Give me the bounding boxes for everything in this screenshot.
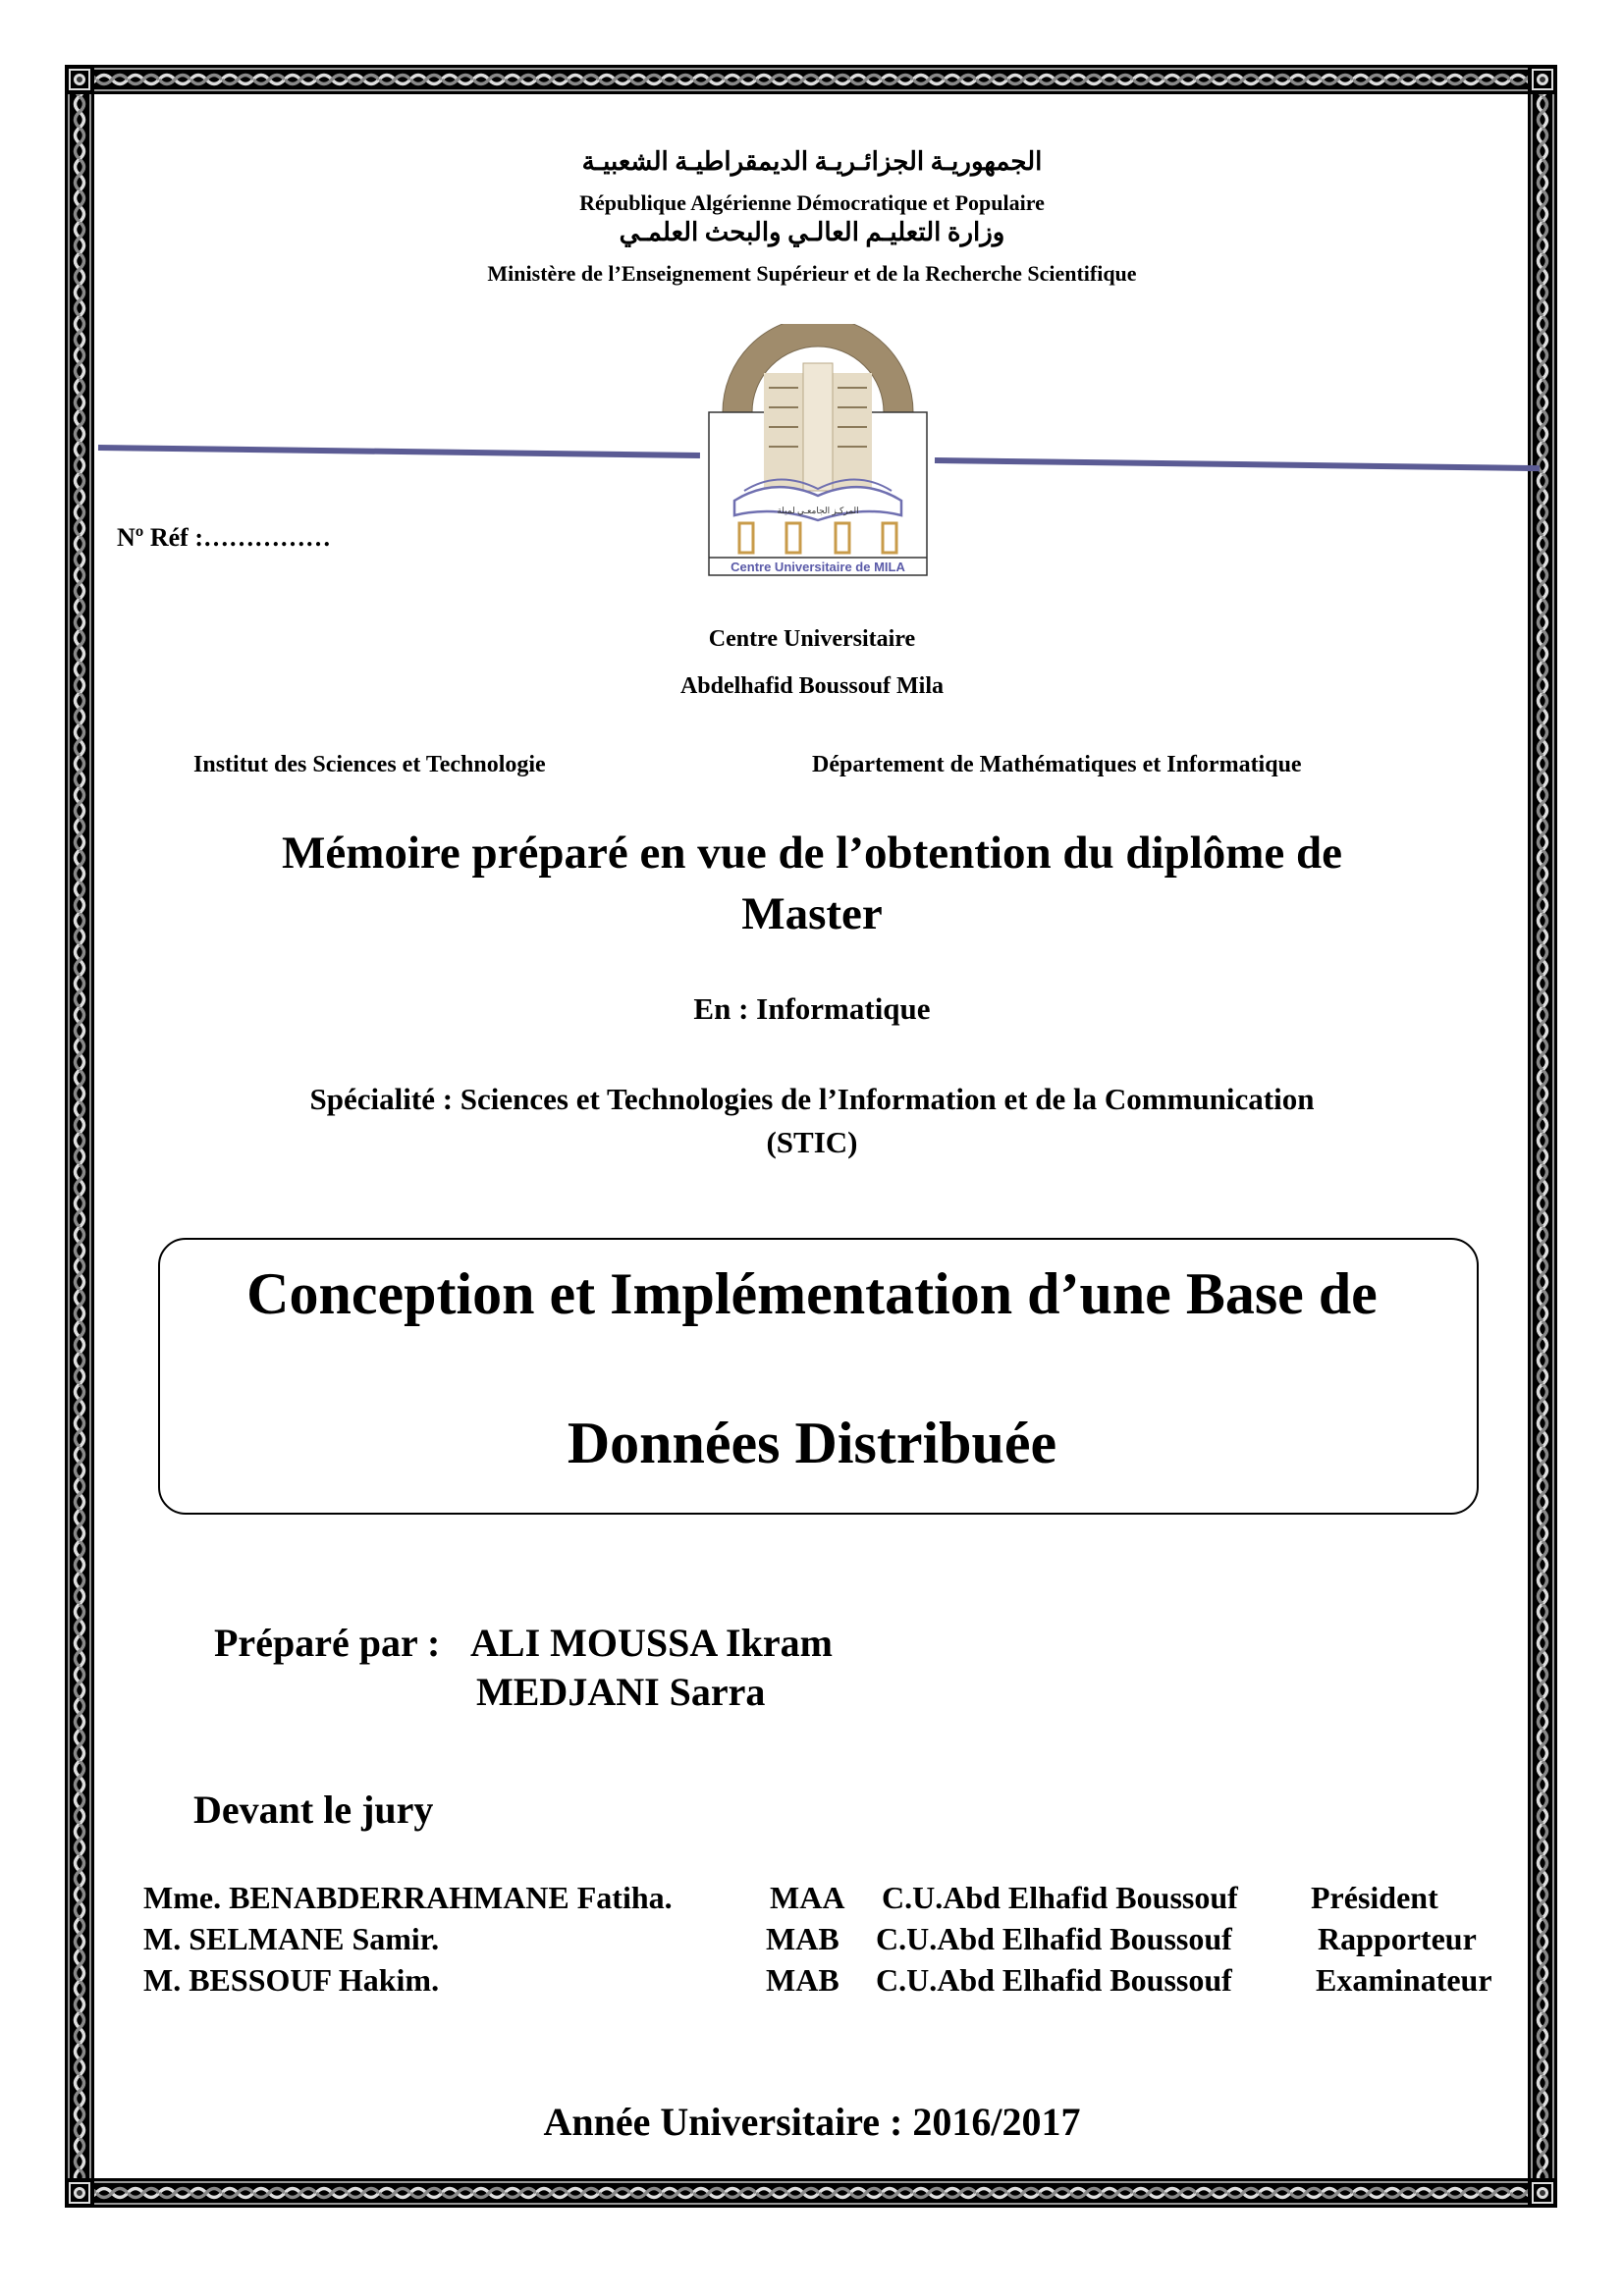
jury-member-institution: C.U.Abd Elhafid Boussouf [882, 1880, 1238, 1915]
jury-member-grade: MAB [766, 1962, 839, 1998]
jury-member-name: Mme. BENABDERRAHMANE Fatiha. [143, 1880, 673, 1915]
jury-member-name: M. SELMANE Samir. [143, 1921, 440, 1956]
arabic-republic-name: الجمهوريـة الجزائـريـة الديمقراطيـة الشعبيـة [581, 147, 1043, 176]
institution-location: Abdelhafid Boussouf Mila [679, 673, 945, 699]
corner-ornament-icon [65, 65, 94, 94]
department-name: Département de Mathématiques et Informatique [812, 752, 1302, 777]
prepared-by-label: Préparé par : [214, 1621, 441, 1665]
specialty-line2: (STIC) [766, 1125, 858, 1159]
corner-ornament-icon [65, 2178, 94, 2208]
jury-member-role: Rapporteur [1318, 1921, 1477, 1956]
reference-number: Nº Réf :…………… [117, 523, 331, 552]
republic-name: République Algérienne Démocratique et Populaire [579, 190, 1045, 215]
border-bottom [65, 2178, 1557, 2208]
degree-heading-line2: Master [741, 888, 883, 939]
specialty-line1: Spécialité : Sciences et Technologies de l’Information et de la Communication [309, 1082, 1315, 1116]
logo-caption: Centre Universitaire de MILA [731, 560, 905, 574]
author-name: ALI MOUSSA Ikram [470, 1621, 833, 1665]
corner-ornament-icon [1528, 65, 1557, 94]
jury-member-name: M. BESSOUF Hakim. [143, 1962, 440, 1998]
institute-name: Institut des Sciences et Technologie [193, 752, 546, 777]
jury-member-institution: C.U.Abd Elhafid Boussouf [876, 1962, 1232, 1998]
jury-member-grade: MAA [770, 1880, 845, 1915]
arabic-ministry-name: وزارة التعليـم العالـي والبحث العلمـي [619, 218, 1005, 246]
author-name: MEDJANI Sarra [476, 1670, 766, 1714]
corner-ornament-icon [1528, 2178, 1557, 2208]
degree-field: En : Informatique [693, 991, 931, 1026]
degree-specialty [0, 1078, 1624, 1164]
jury-member-role: Examinateur [1316, 1962, 1492, 1998]
jury-member-role: Président [1311, 1880, 1438, 1915]
jury-member-grade: MAB [766, 1921, 839, 1956]
degree-heading [0, 823, 1624, 944]
degree-heading-line1: Mémoire préparé en vue de l’obtention du diplôme de [281, 828, 1343, 879]
university-logo [705, 324, 931, 579]
institution-name: Centre Universitaire [708, 626, 916, 652]
thesis-title-line2: Données Distribuée [567, 1411, 1057, 1475]
ministry-name: Ministère de l’Enseignement Supérieur et de la Recherche Scientifique [487, 261, 1137, 286]
thesis-title-line1: Conception et Implémentation d’une Base de [246, 1261, 1378, 1326]
jury-member-institution: C.U.Abd Elhafid Boussouf [876, 1921, 1232, 1956]
academic-year: Année Universitaire : 2016/2017 [543, 2100, 1081, 2144]
border-top [65, 65, 1557, 94]
logo-arabic-caption: المركـز الجامعـي لميلة [777, 506, 859, 515]
jury-label: Devant le jury [193, 1788, 434, 1832]
